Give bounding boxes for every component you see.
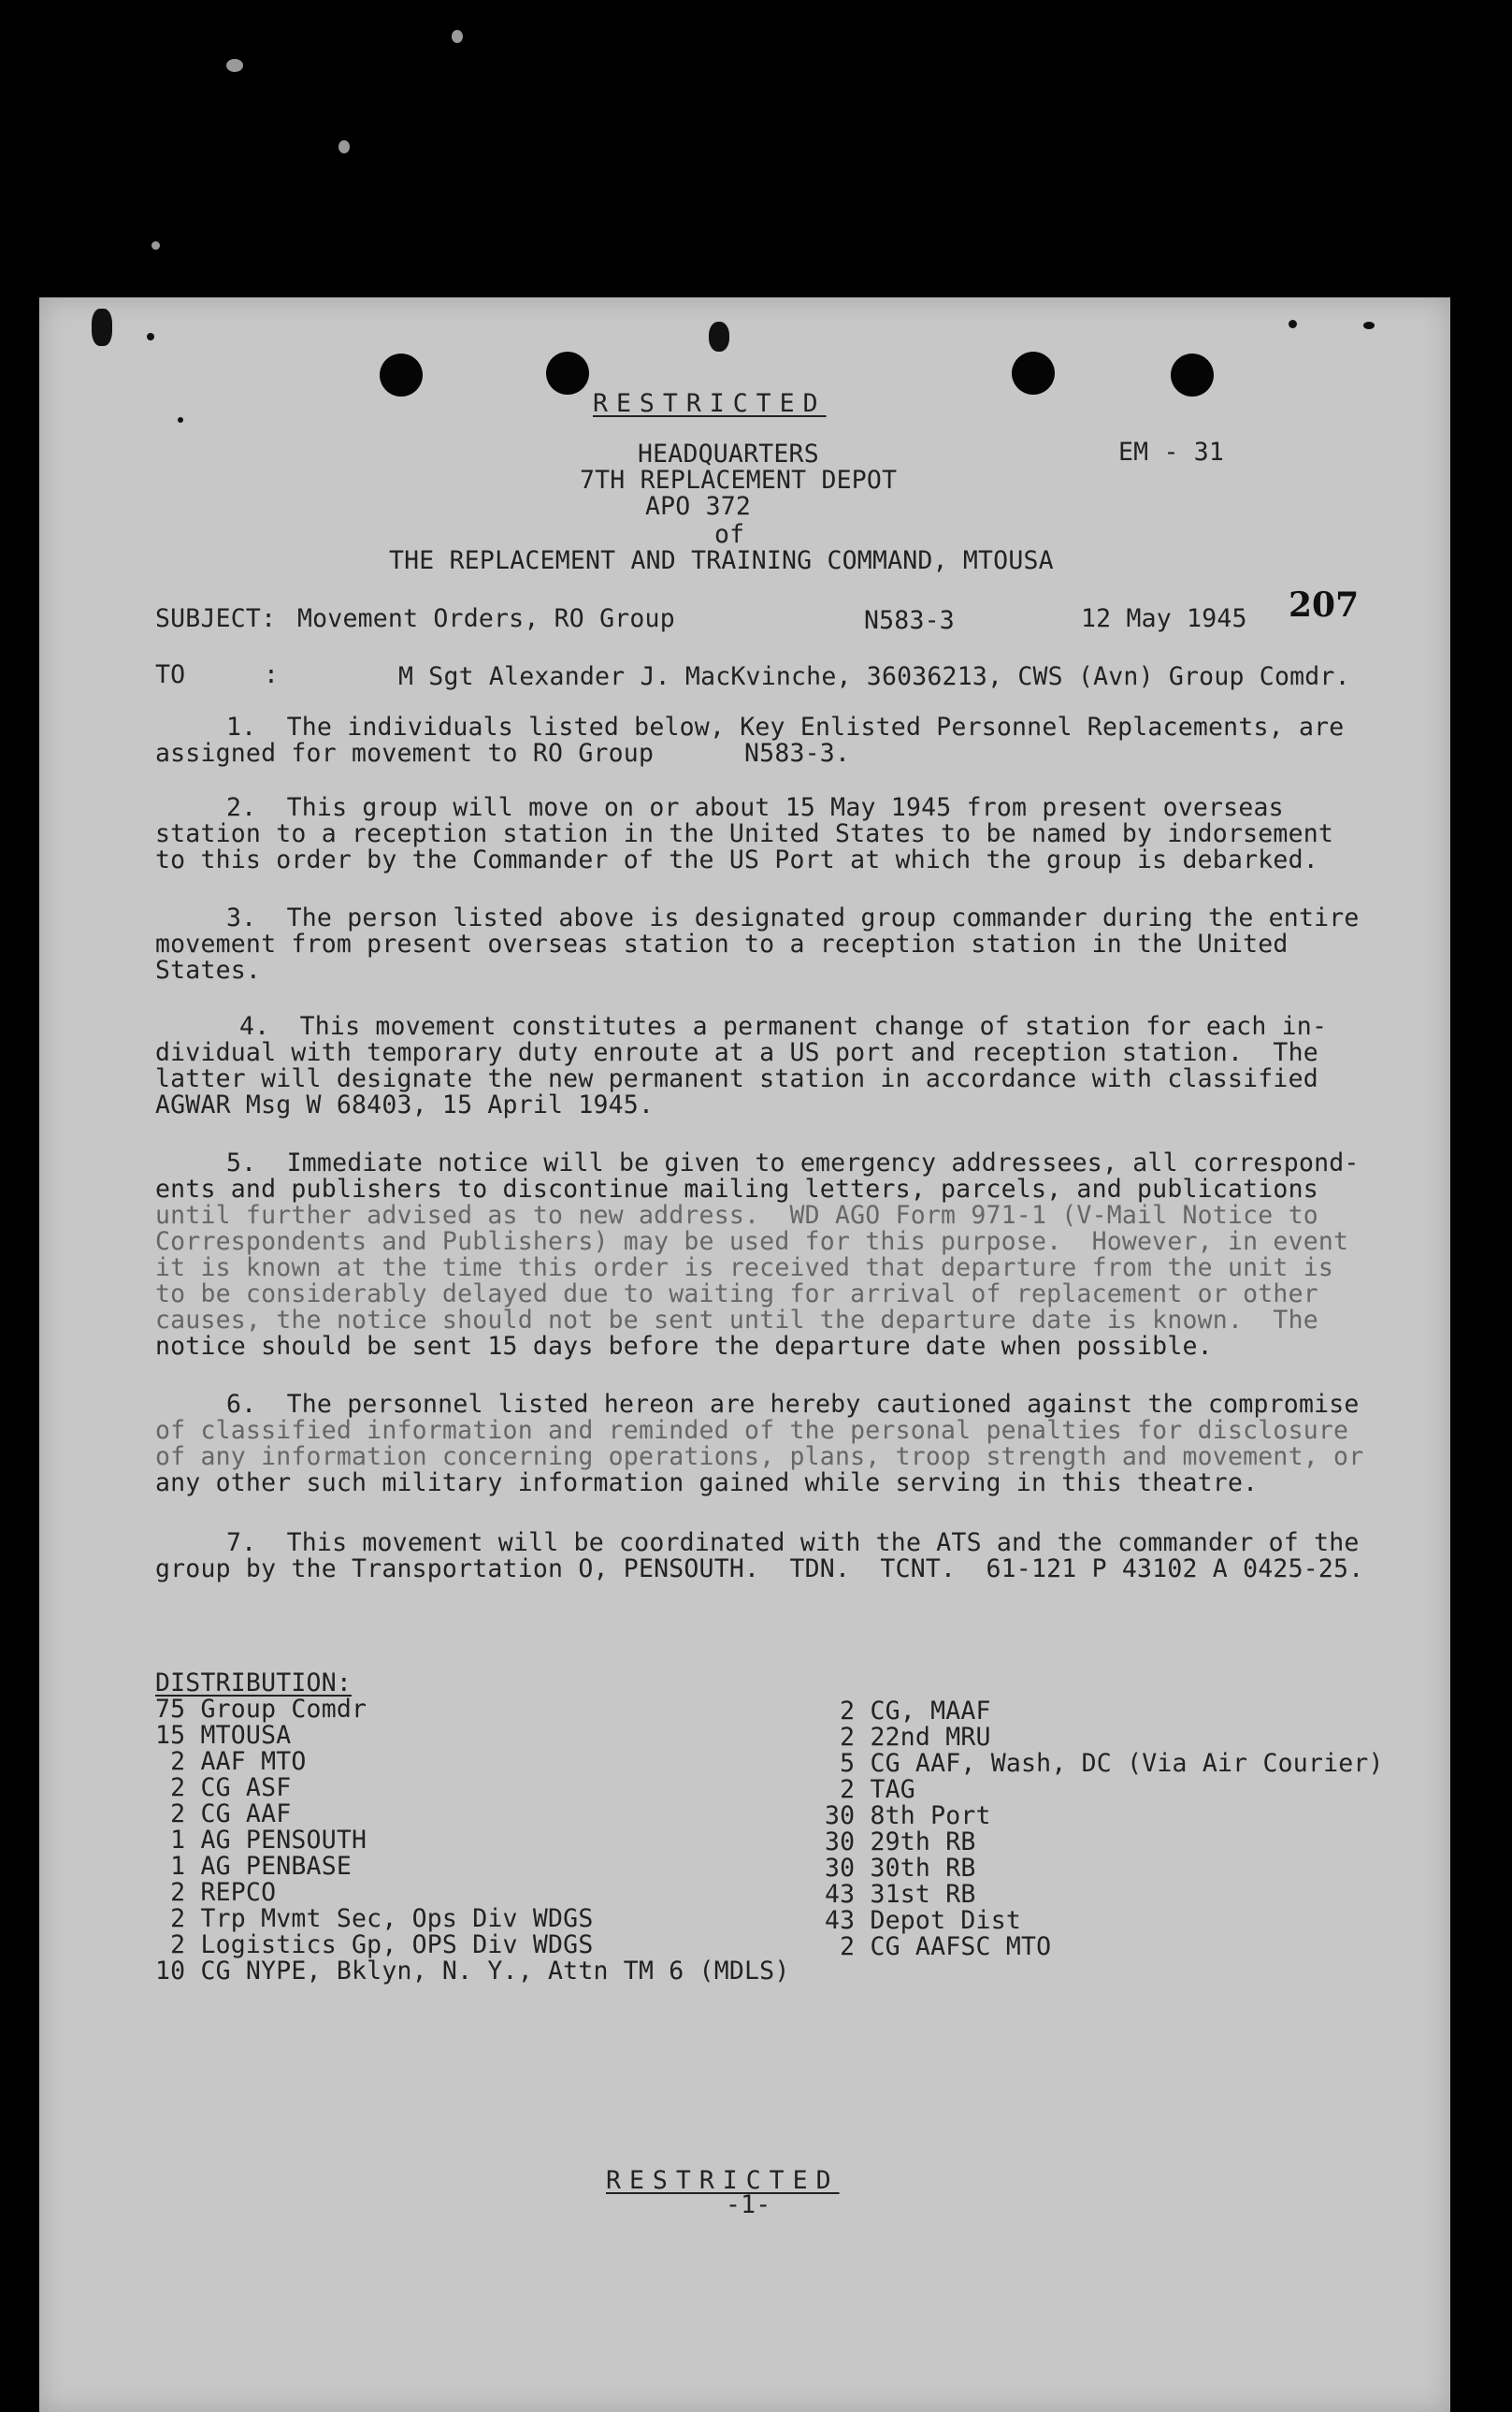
restricted-bottom: RESTRICTED (606, 2166, 840, 2195)
para-6-line: 6. The personnel listed hereon are hereby cautioned against the compromise (226, 1390, 1360, 1419)
page-number: -1- (726, 2190, 771, 2219)
para-6-line: of any information concerning operations, plans, troop strength and movement, or (155, 1442, 1364, 1471)
scan-speck (226, 59, 243, 72)
para-6-line: of classified information and reminded of the personal penalties for disclosure (155, 1416, 1349, 1445)
distribution-right-item: 2 22nd MRU (825, 1723, 991, 1752)
para-4-line: 4. This movement constitutes a permanent change of station for each in- (239, 1012, 1328, 1041)
distribution-right-item: 2 TAG (825, 1775, 915, 1804)
org-of: of (714, 520, 745, 549)
para-3-line: 3. The person listed above is designated group commander during the entire (226, 903, 1360, 932)
punch-hole (380, 354, 423, 397)
para-7-line: 7. This movement will be coordinated with the ATS and the commander of the (226, 1528, 1360, 1557)
distribution-left-item: 1 AG PENSOUTH (155, 1826, 367, 1855)
para-5-line: 5. Immediate notice will be given to emergency addressees, all correspond- (226, 1148, 1360, 1177)
para-3-line: States. (155, 956, 262, 985)
distribution-left-item: 2 Trp Mvmt Sec, Ops Div WDGS (155, 1904, 594, 1933)
ink-blot (1363, 322, 1375, 329)
to-colon: : (264, 660, 280, 689)
distribution-right-item: 30 8th Port (825, 1801, 991, 1830)
document-page (39, 297, 1450, 2412)
para-5-line: notice should be sent 15 days before the departure date when possible. (155, 1332, 1213, 1361)
ink-blot (178, 417, 183, 423)
ink-blot (147, 333, 154, 340)
para-5-line: causes, the notice should not be sent until the departure date is known. The (155, 1306, 1318, 1335)
para-4-line: latter will designate the new permanent station in accordance with classified (155, 1064, 1318, 1093)
distribution-right-item: 43 Depot Dist (825, 1906, 1022, 1935)
distribution-left-item: 1 AG PENBASE (155, 1852, 353, 1881)
para-1-line: assigned for movement to RO Group N583-3. (155, 739, 851, 768)
distribution-right-item: 5 CG AAF, Wash, DC (Via Air Courier) (825, 1749, 1384, 1778)
para-1-line: 1. The individuals listed below, Key Enlisted Personnel Replacements, are (226, 713, 1345, 742)
form-code: EM - 31 (1118, 438, 1225, 467)
distribution-right-item: 30 29th RB (825, 1827, 976, 1856)
org-apo: APO 372 (645, 492, 752, 521)
distribution-left-item: 2 REPCO (155, 1878, 277, 1907)
para-5-line: to be considerably delayed due to waiting for arrival of replacement or other (155, 1279, 1318, 1308)
distribution-left-item: 75 Group Comdr (155, 1695, 367, 1724)
page-stamp: 207 (1289, 585, 1360, 625)
ink-blot (709, 322, 729, 352)
ink-blot (1289, 320, 1297, 328)
para-7-line: group by the Transportation O, PENSOUTH. TDN. TCNT. 61-121 P 43102 A 0425-25. (155, 1554, 1364, 1583)
restricted-top: RESTRICTED (593, 389, 827, 418)
punch-hole (1171, 354, 1214, 397)
para-5-line: it is known at the time this order is received that departure from the unit is (155, 1253, 1334, 1282)
para-5-line: Correspondents and Publishers) may be used for this purpose. However, in event (155, 1227, 1349, 1256)
distribution-right-item: 43 31st RB (825, 1880, 976, 1909)
scan-speck (452, 30, 463, 43)
org-headquarters: HEADQUARTERS (638, 440, 819, 469)
para-5-line: until further advised as to new address. WD AGO Form 971-1 (V-Mail Notice to (155, 1201, 1318, 1230)
distribution-right-item: 30 30th RB (825, 1854, 976, 1883)
distribution-left-item: 2 AAF MTO (155, 1747, 307, 1776)
para-2-line: to this order by the Commander of the US Port at which the group is debarked. (155, 845, 1318, 874)
subject-label: SUBJECT: (155, 604, 277, 633)
para-6-line: any other such military information gained while serving in this theatre. (155, 1468, 1259, 1497)
order-date: 12 May 1945 (1081, 604, 1247, 633)
distribution-left-item: 10 CG NYPE, Bklyn, N. Y., Attn TM 6 (MDLS) (155, 1957, 790, 1986)
para-4-line: AGWAR Msg W 68403, 15 April 1945. (155, 1090, 655, 1119)
org-depot: 7TH REPLACEMENT DEPOT (580, 466, 898, 495)
subject-text: Movement Orders, RO Group (297, 604, 675, 633)
distribution-left-item: 2 Logistics Gp, OPS Div WDGS (155, 1930, 594, 1959)
scan-speck (151, 241, 160, 250)
order-number: N583-3 (864, 606, 955, 635)
distribution-right-item: 2 CG AAFSC MTO (825, 1932, 1052, 1961)
punch-hole (1012, 352, 1055, 395)
scan-speck (338, 140, 350, 153)
distribution-left-item: 15 MTOUSA (155, 1721, 292, 1750)
para-4-line: dividual with temporary duty enroute at a US port and reception station. The (155, 1038, 1318, 1067)
distribution-right-item: 2 CG, MAAF (825, 1697, 991, 1726)
para-3-line: movement from present overseas station to a reception station in the United (155, 930, 1289, 959)
distribution-title: DISTRIBUTION: (155, 1668, 353, 1697)
to-label: TO (155, 660, 186, 689)
para-2-line: 2. This group will move on or about 15 May 1945 from present overseas (226, 793, 1284, 822)
to-text: M Sgt Alexander J. MacKvinche, 36036213, CWS (Avn) Group Comdr. (398, 662, 1350, 691)
distribution-left-item: 2 CG AAF (155, 1799, 292, 1828)
punch-hole (546, 352, 589, 395)
para-2-line: station to a reception station in the United States to be named by indorsement (155, 819, 1334, 848)
org-command: THE REPLACEMENT AND TRAINING COMMAND, MTOUSA (389, 546, 1054, 575)
ink-blot (92, 309, 112, 346)
para-5-line: ents and publishers to discontinue mailing letters, parcels, and publications (155, 1175, 1318, 1204)
distribution-left-item: 2 CG ASF (155, 1773, 292, 1802)
